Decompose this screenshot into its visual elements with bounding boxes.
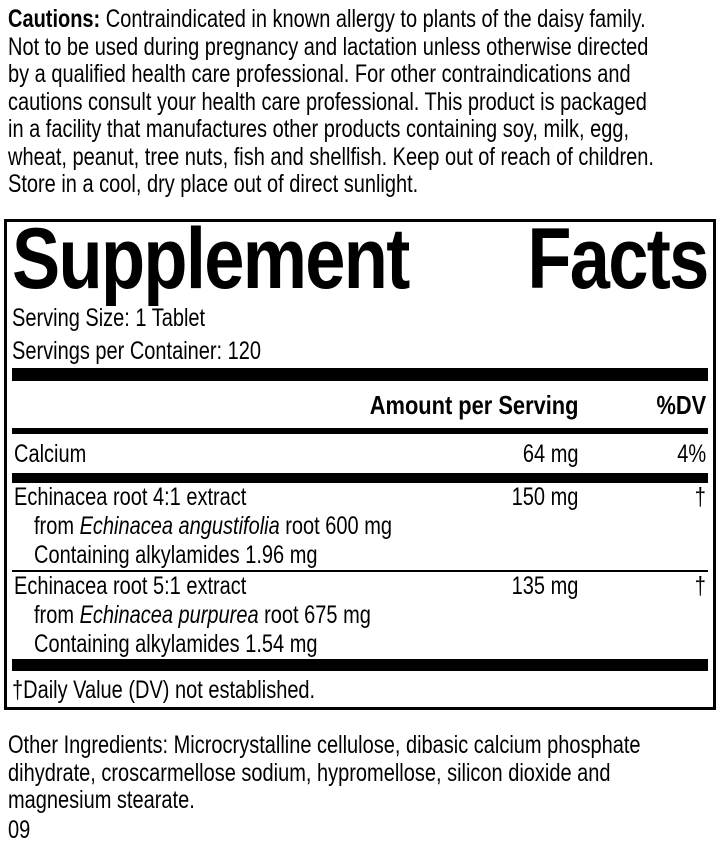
nutrient-name: Echinacea root 5:1 extract bbox=[14, 572, 247, 600]
thick-bar-bottom bbox=[12, 659, 708, 671]
nutrient-amount: 150 mg bbox=[511, 483, 578, 511]
panel-title bbox=[12, 211, 708, 307]
cautions-label: Cautions: bbox=[8, 5, 101, 33]
lot-code: 09 bbox=[8, 816, 31, 844]
panel-title-word2: Facts bbox=[527, 211, 708, 307]
servings-per-container: Servings per Container: 120 bbox=[12, 337, 262, 365]
other-ingredients-line: magnesium stearate. bbox=[8, 786, 195, 814]
supplement-facts-panel bbox=[4, 211, 716, 710]
nutrient-main-line bbox=[14, 572, 708, 601]
table-row bbox=[12, 572, 708, 659]
table-row bbox=[12, 483, 708, 570]
column-header-dv: %DV bbox=[656, 390, 706, 420]
thick-bar-top bbox=[12, 368, 708, 381]
nutrient-amount: 135 mg bbox=[511, 572, 578, 600]
dv-footnote: †Daily Value (DV) not established. bbox=[12, 676, 316, 704]
cautions-line: in a facility that manufactures other products containing soy, milk, egg, bbox=[8, 115, 630, 143]
serving-size: Serving Size: 1 Tablet bbox=[12, 304, 206, 332]
nutrient-dv: 4% bbox=[677, 440, 706, 468]
dagger-symbol: † bbox=[694, 483, 706, 511]
nutrient-sub-line: from Echinacea purpurea root 675 mg bbox=[34, 601, 371, 629]
cautions-line1-text: Contraindicated in known allergy to plants of the daisy family. bbox=[100, 5, 646, 33]
nutrient-sub-line: from Echinacea angustifolia root 600 mg bbox=[34, 512, 392, 540]
nutrient-main-line bbox=[14, 483, 708, 512]
panel-title-word1: Supplement bbox=[12, 211, 409, 307]
dagger-symbol: † bbox=[694, 572, 706, 600]
cautions-paragraph bbox=[8, 6, 720, 199]
cautions-line: Not to be used during pregnancy and lactation unless otherwise directed bbox=[8, 32, 649, 61]
table-row bbox=[12, 434, 708, 473]
column-header-amount: Amount per Serving bbox=[369, 390, 578, 420]
thick-bar-middle bbox=[12, 473, 708, 483]
cautions-line: cautions consult your health care professional. This product is packaged bbox=[8, 87, 647, 116]
cautions-line: Store in a cool, dry place out of direct sunlight. bbox=[8, 170, 419, 198]
nutrient-sub-line: Containing alkylamides 1.54 mg bbox=[34, 630, 318, 658]
nutrient-name: Echinacea root 4:1 extract bbox=[14, 483, 247, 511]
nutrient-sub-line: Containing alkylamides 1.96 mg bbox=[34, 541, 318, 569]
nutrient-name: Calcium bbox=[14, 440, 87, 468]
species-name: Echinacea angustifolia bbox=[79, 512, 280, 540]
other-ingredients-paragraph bbox=[8, 732, 720, 815]
other-ingredients-line: dihydrate, croscarmellose sodium, hypromellose, silicon dioxide and bbox=[8, 758, 611, 787]
table-header-row bbox=[12, 381, 708, 428]
species-name: Echinacea purpurea bbox=[79, 601, 259, 629]
cautions-line: wheat, peanut, tree nuts, fish and shellfish. Keep out of reach of children. bbox=[8, 142, 654, 171]
other-ingredients-line: Other Ingredients: Microcrystalline cellulose, dibasic calcium phosphate bbox=[8, 731, 641, 759]
cautions-line: by a qualified health care professional. For other contraindications and bbox=[8, 60, 631, 88]
cautions-line bbox=[8, 6, 654, 34]
nutrient-amount: 64 mg bbox=[522, 440, 578, 468]
